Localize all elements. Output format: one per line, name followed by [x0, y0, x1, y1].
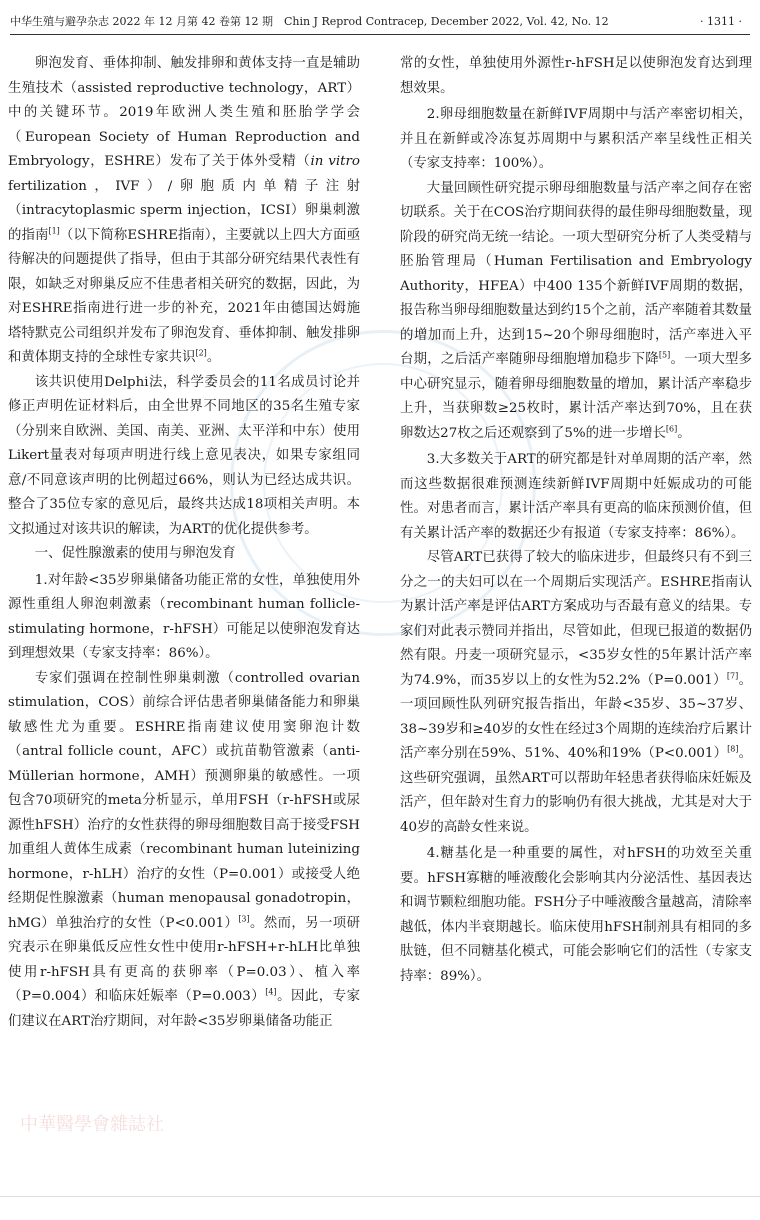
- citation-ref: [6]: [665, 424, 678, 434]
- right-column: [400, 52, 752, 989]
- body-paragraph-continued: 常的女性，单独使用外源性r-hFSH足以使卵泡发育达到理想效果。: [400, 56, 752, 96]
- intro-paragraph: 卵泡发育、垂体抑制、触发排卵和黄体支持一直是辅助生殖技术（assisted reproductive technology，ART）中的关键环节。2019年欧洲人类生殖和胚胎学学会（European Society of Human Reproduction and Embryology，ESHRE）发布了关于体外受精（in vitro fertilization，IVF）/卵胞质内单精子注射（intracytoplasmic sperm injection，ICSI）卵巢刺激的指南[1]（以下简称ESHRE指南），主要就以上四大方面亟待解决的问题提供了指导，但由于其部分研究结果代表性有限，如缺乏对卵巢反应不佳患者相关研究的数据，因此，为对ESHRE指南进行进一步的补充，2021年由德国达姆施塔特默克公司组织并发布了卵泡发育、垂体抑制、触发排卵和黄体期支持的全球性专家共识[2]。: [8, 56, 360, 365]
- body-paragraph: 大量回顾性研究提示卵母细胞数量与活产率之间存在密切联系。关于在COS治疗期间获得的最佳卵母细胞数量，现阶段的研究尚无统一结论。一项大型研究分析了人类受精与胚胎管理局（Human Fertilisation and Embryology Authority，HFEA）中400 135个新鲜IVF周期的数据，报告称当卵母细胞数量达到约15个之前，活产率随着其数量的增加而上升，达到15~20个卵母细胞时，活产率进入平台期，之后活产率随卵母细胞增加稳步下降[5]。一项大型多中心研究显示，随着卵母细胞数量的增加，累计活产率稳步上升，当获卵数≥25枚时，累计活产率达到70%，且在获卵数达27枚之后还观察到了5%的进一步增长[6]。: [400, 180, 753, 441]
- method-paragraph: 该共识使用Delphi法，科学委员会的11名成员讨论并修正声明佐证材料后，由全世界不同地区的35名生殖专家（分别来自欧洲、美国、南美、亚洲、太平洋和中东）使用Likert量表对每项声明进行线上意见表决，如果专家组同意/不同意该声明的比例超过66%，则认为已经达成共识。整合了35位专家的意见后，最终共达成18项相关声明。本文拟通过对该共识的解读，为ART的优化提供参考。: [8, 374, 360, 537]
- statement-2: 2.卵母细胞数量在新鲜IVF周期中与活产率密切相关，并且在新鲜或冷冻复苏周期中与累积活产率呈线性正相关（专家支持率：100%）。: [400, 107, 752, 171]
- publisher-watermark: 中華醫學會雜誌社: [20, 1114, 164, 1135]
- statement-3: 3.大多数关于ART的研究都是针对单周期的活产率，然而这些数据很难预测连续新鲜IVF周期中妊娠成功的可能性。对患者而言，累计活产率具有更高的临床预测价值，但有关累计活产率的数据还少有报道（专家支持率：86%）。: [400, 452, 752, 541]
- citation-ref: [4]: [265, 987, 277, 997]
- section-heading: 一、促性腺激素的使用与卵泡发育: [34, 546, 236, 561]
- statement-1: 1.对年龄<35岁卵巢储备功能正常的女性，单独使用外源性重组人卵泡刺激素（recombinant human follicle-stimulating hormone，r-hFSH）可能足以使卵泡发育达到理想效果（专家支持率：86%）。: [8, 572, 361, 661]
- journal-citation: 中华生殖与避孕杂志 2022 年 12 月第 42 卷第 12 期 Chin J Reprod Contracep, December 2022, Vol. 42, No. 12: [10, 15, 609, 28]
- citation-ref: [1]: [48, 226, 60, 236]
- body-paragraph: 专家们强调在控制性卵巢刺激（controlled ovarian stimulation，COS）前综合评估患者卵巢储备能力和卵巢敏感性尤为重要。ESHRE指南建议使用窦卵泡计数（antral follicle count，AFC）或抗苗勒管激素（anti-Müllerian hormone，AMH）预测卵巢的敏感性。一项包含70项研究的meta分析显示，单用FSH（r-hFSH或尿源性hFSH）治疗的女性获得的卵母细胞数目高于接受FSH加重组人黄体生成素（recombinant human luteinizing hormone，r-hLH）治疗的女性（P=0.001）或接受人绝经期促性腺激素（human menopausal gonadotropin，hMG）单独治疗的女性（P<0.001）[3]。然而，另一项研究表示在卵巢低反应性女性中使用r-hFSH+r-hLH比单独使用r-hFSH具有更高的获卵率（P=0.03）、植入率（P=0.004）和临床妊娠率（P=0.003）[4]。因此，专家们建议在ART治疗期间，对年龄<35岁卵巢储备功能正: [8, 670, 360, 1029]
- footer-divider: [0, 1196, 760, 1197]
- statement-4: 4.糖基化是一种重要的属性，对hFSH的功效至关重要。hFSH寡糖的唾液酸化会影响其内分泌活性、基因表达和调节颗粒细胞功能。FSH分子中唾液酸含量越高，清除率越低，体内半衰期越长。临床使用hFSH制剂具有相同的多肽链，但不同糖基化模式，可能会影响它们的活性（专家支持率：89%）。: [400, 846, 752, 984]
- page-number: · 1311 ·: [700, 15, 742, 28]
- running-header: [10, 10, 750, 35]
- citation-ref: [2]: [195, 348, 207, 358]
- citation-ref: [7]: [726, 671, 739, 681]
- body-paragraph: 尽管ART已获得了较大的临床进步，但最终只有不到三分之一的夫妇可以在一个周期后实现活产。ESHRE指南认为累计活产率是评估ART方案成功与否最有意义的结果。专家们对此表示赞同并指出，尽管如此，但现已报道的数据仍然有限。丹麦一项研究显示，<35岁女性的5年累计活产率为74.9%，而35岁以上的女性为52.2%（P=0.001）[7]。一项回顾性队列研究报告指出，年龄<35岁、35~37岁、38~39岁和≥40岁的女性在经过3个周期的连续治疗后累计活产率分别在59%、51%、40%和19%（P<0.001）[8]。这些研究强调，虽然ART可以帮助年轻患者获得临床妊娠及活产，但年龄对生育力的影响仍有很大挑战，尤其是对大于40岁的高龄女性来说。: [400, 550, 753, 835]
- citation-ref: [5]: [658, 350, 671, 360]
- citation-ref: [3]: [238, 914, 250, 924]
- citation-ref: [8]: [727, 744, 739, 754]
- left-column: [8, 52, 360, 1034]
